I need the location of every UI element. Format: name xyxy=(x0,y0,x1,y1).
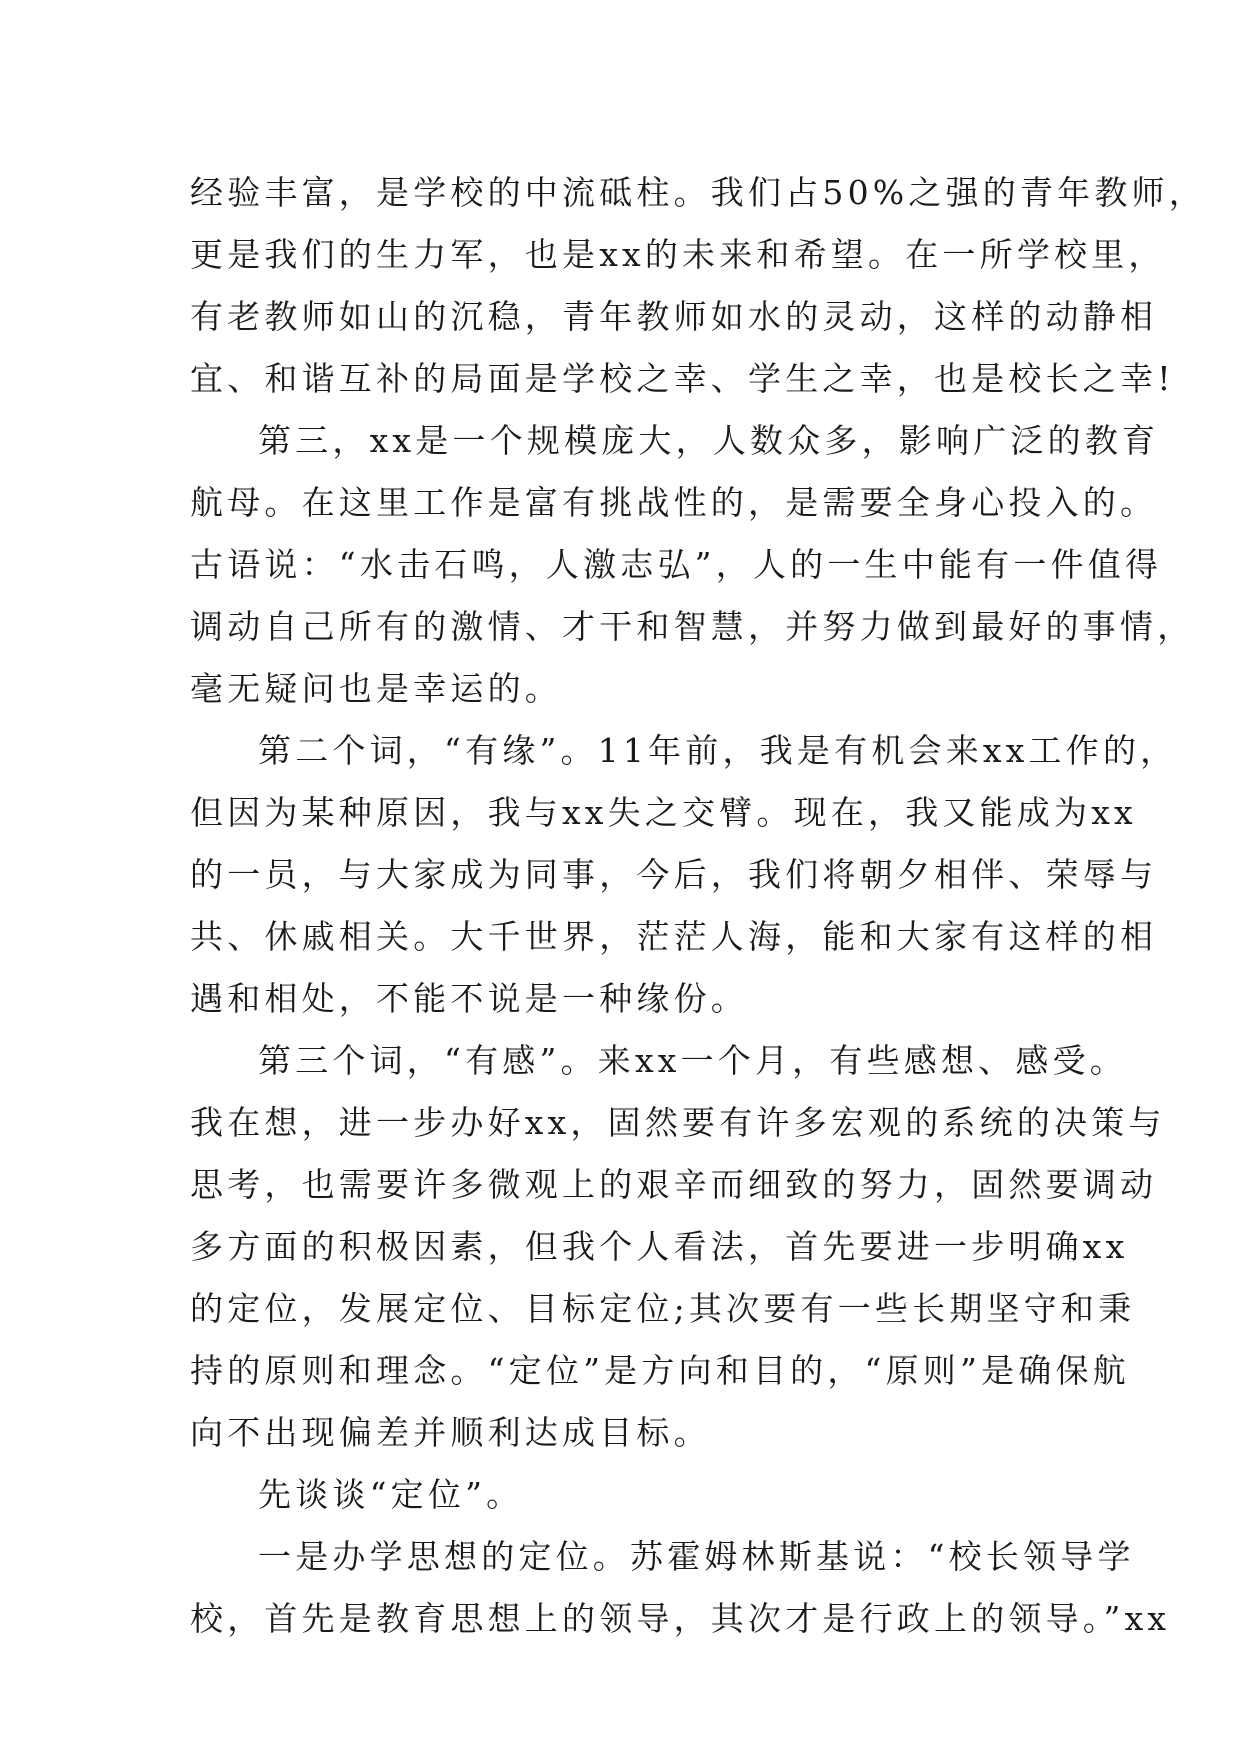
text-line: 多方面的积极因素，但我个人看法，首先要进一步明确xx xyxy=(190,1227,1129,1266)
paragraph-start-line: 第三个词，“有感”。来xx一个月，有些感想、感受。 xyxy=(258,1041,1127,1080)
text-line: 宜、和谐互补的局面是学校之幸、学生之幸，也是校长之幸! xyxy=(190,359,1175,398)
text-line: 共、休戚相关。大千世界，茫茫人海，能和大家有这样的相 xyxy=(190,917,1158,956)
paragraph-start-line: 一是办学思想的定位。苏霍姆林斯基说：“校长领导学 xyxy=(258,1537,1135,1576)
document-body xyxy=(190,162,1206,1650)
text-line: 古语说：“水击石鸣，人激志弘”，人的一生中能有一件值得 xyxy=(190,545,1163,584)
text-line: 的定位，发展定位、目标定位;其次要有一些长期坚守和秉 xyxy=(190,1289,1136,1328)
paragraph-start-line: 先谈谈“定位”。 xyxy=(258,1475,524,1514)
text-line: 更是我们的生力军，也是xx的未来和希望。在一所学校里， xyxy=(190,235,1166,274)
text-line: 持的原则和理念。“定位”是方向和目的，“原则”是确保航 xyxy=(190,1351,1130,1390)
text-line: 遇和相处，不能不说是一种缘份。 xyxy=(190,979,748,1018)
text-line: 航母。在这里工作是富有挑战性的，是需要全身心投入的。 xyxy=(190,483,1158,522)
text-line: 但因为某种原因，我与xx失之交臂。现在，我又能成为xx xyxy=(190,793,1137,832)
text-line: 有老教师如山的沉稳，青年教师如水的灵动，这样的动静相 xyxy=(190,297,1158,336)
text-line: 校，首先是教育思想上的领导，其次才是行政上的领导。”xx xyxy=(190,1599,1171,1638)
paragraph-start-line: 第二个词，“有缘”。11年前，我是有机会来xx工作的， xyxy=(258,731,1178,770)
text-line: 毫无疑问也是幸运的。 xyxy=(190,669,562,708)
text-line: 的一员，与大家成为同事，今后，我们将朝夕相伴、荣辱与 xyxy=(190,855,1158,894)
text-line: 我在想，进一步办好xx，固然要有许多宏观的系统的决策与 xyxy=(190,1103,1166,1142)
text-line: 思考，也需要许多微观上的艰辛而细致的努力，固然要调动 xyxy=(190,1165,1158,1204)
text-line: 向不出现偏差并顺利达成目标。 xyxy=(190,1413,711,1452)
text-line: 经验丰富，是学校的中流砥柱。我们占50%之强的青年教师， xyxy=(190,173,1206,212)
paragraph-start-line: 第三，xx是一个规模庞大，人数众多，影响广泛的教育 xyxy=(258,421,1160,460)
text-line: 调动自己所有的激情、才干和智慧，并努力做到最好的事情， xyxy=(190,607,1195,646)
